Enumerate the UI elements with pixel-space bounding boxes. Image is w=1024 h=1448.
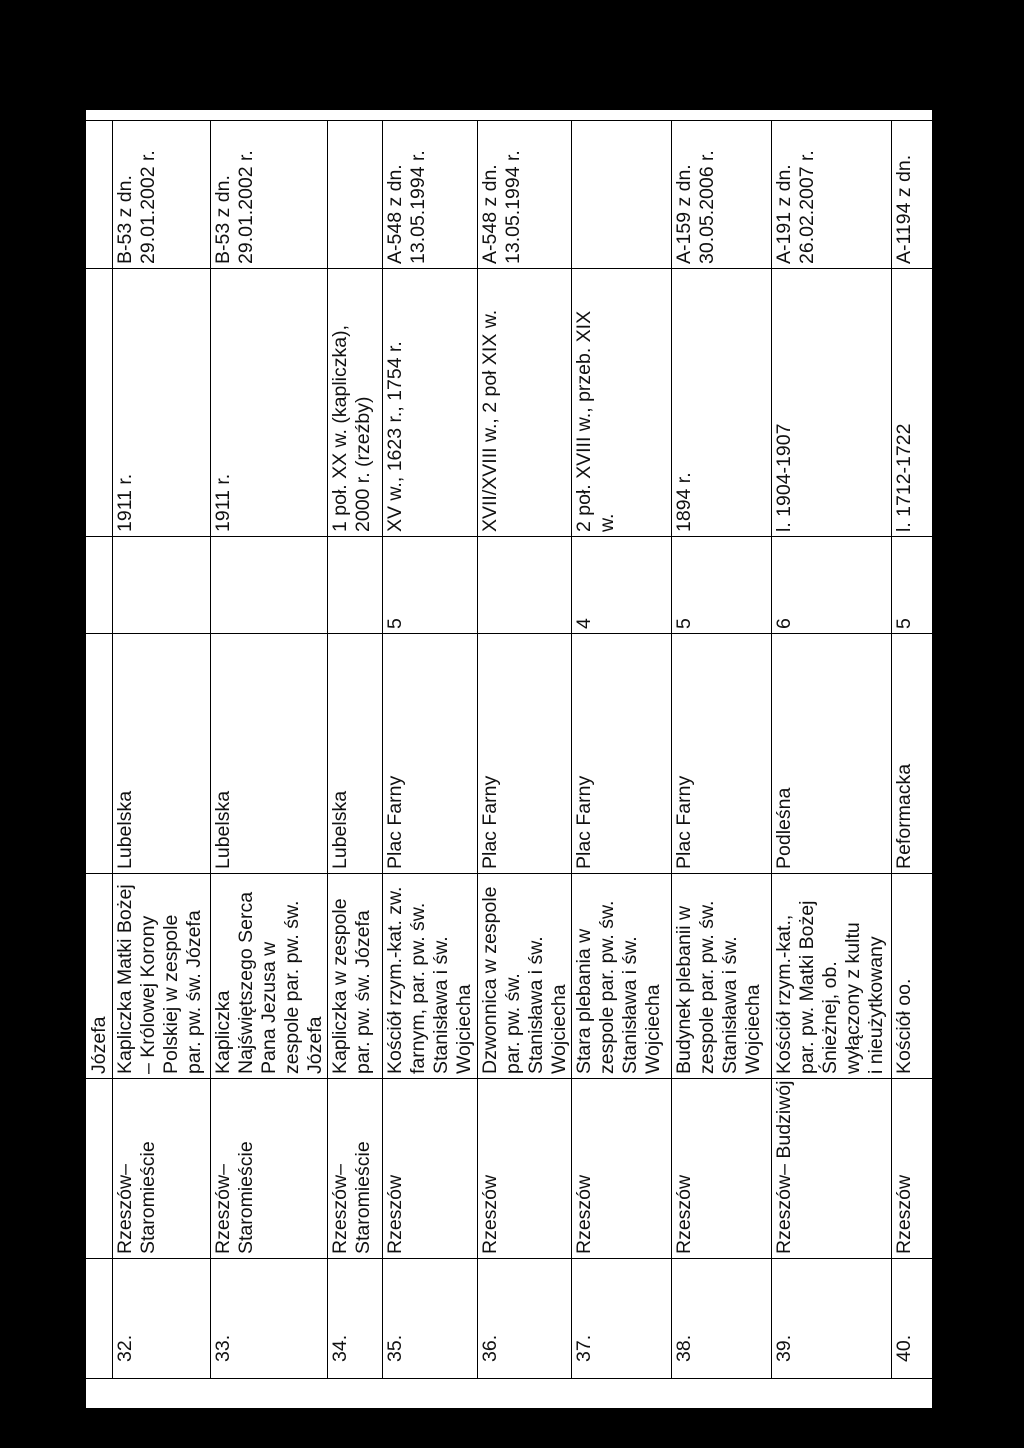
table-row-37 [571,121,671,1379]
number-cell: 5 [891,537,932,634]
table-row-31-continued [86,121,112,1379]
number-cell: 5 [671,537,771,634]
locality-cell: Rzeszów– Staromieście [327,1079,382,1259]
dating-cell [86,269,112,537]
street-cell [86,634,112,874]
number-cell [477,537,571,634]
number-cell [210,537,327,634]
object-cell: Józefa [86,874,112,1079]
register-cell: B-53 z dn. 29.01.2002 r. [210,121,327,269]
street-cell: Plac Farny [382,634,477,874]
register-cell: A-159 z dn. 30.05.2006 r. [671,121,771,269]
street-cell: Plac Farny [571,634,671,874]
locality-cell: Rzeszów– Budziwój [771,1079,891,1259]
object-cell: Stara plebania w zespole par. pw. św. Stanisława i św. Wojciecha [571,874,671,1079]
lp-cell: 35. [382,1259,477,1379]
dating-cell: l. 1904-1907 [771,269,891,537]
locality-cell: Rzeszów [671,1079,771,1259]
number-cell [86,537,112,634]
object-cell: Budynek plebanii w zespole par. pw. św. Stanisława i św. Wojciecha [671,874,771,1079]
street-cell: Podleśna [771,634,891,874]
street-cell: Lubelska [210,634,327,874]
table-row-33 [210,121,327,1379]
street-cell: Reformacka [891,634,932,874]
street-cell: Lubelska [112,634,210,874]
register-cell [86,121,112,269]
table-row-36 [477,121,571,1379]
lp-cell: 39. [771,1259,891,1379]
register-cell [571,121,671,269]
dating-cell: XVII/XVIII w., 2 poł XIX w. [477,269,571,537]
number-cell: 5 [382,537,477,634]
street-cell: Plac Farny [477,634,571,874]
lp-cell: 34. [327,1259,382,1379]
dating-cell: 1911 r. [112,269,210,537]
register-cell: A-548 z dn. 13.05.1994 r. [382,121,477,269]
register-cell: A-191 z dn. 26.02.2007 r. [771,121,891,269]
dating-cell: 1911 r. [210,269,327,537]
object-cell: Kościół rzym.-kat., par. pw. Matki Bożej Śnieżnej, ob. wyłączony z kultu i nieużytkowany [771,874,891,1079]
register-cell [327,121,382,269]
locality-cell: Rzeszów– Staromieście [112,1079,210,1259]
rotated-table-frame [86,118,932,1380]
street-cell: Lubelska [327,634,382,874]
table-row-38 [671,121,771,1379]
locality-cell: Rzeszów [571,1079,671,1259]
dating-cell: 1894 r. [671,269,771,537]
table-row-35 [382,121,477,1379]
dating-cell: XV w., 1623 r., 1754 r. [382,269,477,537]
street-cell: Plac Farny [671,634,771,874]
locality-cell [86,1079,112,1259]
table-row-32 [112,121,210,1379]
number-cell: 4 [571,537,671,634]
object-cell: Kościół rzym.-kat. zw. farnym, par. pw. św. Stanisława i św. Wojciecha [382,874,477,1079]
locality-cell: Rzeszów– Staromieście [210,1079,327,1259]
object-cell: Kapliczka Matki Bożej – Królowej Korony Polskiej w zespole par. pw. św. Józefa [112,874,210,1079]
object-cell: Kapliczka Najświętszego Serca Pana Jezusa w zespole par. pw. św. Józefa [210,874,327,1079]
dating-cell: 2 poł. XVIII w., przeb. XIX w. [571,269,671,537]
locality-cell: Rzeszów [477,1079,571,1259]
locality-cell: Rzeszów [891,1079,932,1259]
register-cell: A-548 z dn. 13.05.1994 r. [477,121,571,269]
object-cell: Kapliczka w zespole par. pw. św. Józefa [327,874,382,1079]
table-row-34 [327,121,382,1379]
dating-cell: l. 1712-1722 [891,269,932,537]
monuments-table [86,120,932,1379]
register-cell: A-1194 z dn. [891,121,932,269]
table-row-39 [771,121,891,1379]
number-cell [112,537,210,634]
register-cell: B-53 z dn. 29.01.2002 r. [112,121,210,269]
locality-cell: Rzeszów [382,1079,477,1259]
lp-cell [86,1259,112,1379]
number-cell [327,537,382,634]
object-cell: Dzwonnica w zespole par. pw. św. Stanisława i św. Wojciecha [477,874,571,1079]
dating-cell: 1 poł. XX w. (kapliczka), 2000 r. (rzeźby) [327,269,382,537]
lp-cell: 36. [477,1259,571,1379]
lp-cell: 37. [571,1259,671,1379]
number-cell: 6 [771,537,891,634]
table-row-40 [891,121,932,1379]
lp-cell: 40. [891,1259,932,1379]
lp-cell: 33. [210,1259,327,1379]
lp-cell: 32. [112,1259,210,1379]
object-cell: Kościół oo. [891,874,932,1079]
lp-cell: 38. [671,1259,771,1379]
